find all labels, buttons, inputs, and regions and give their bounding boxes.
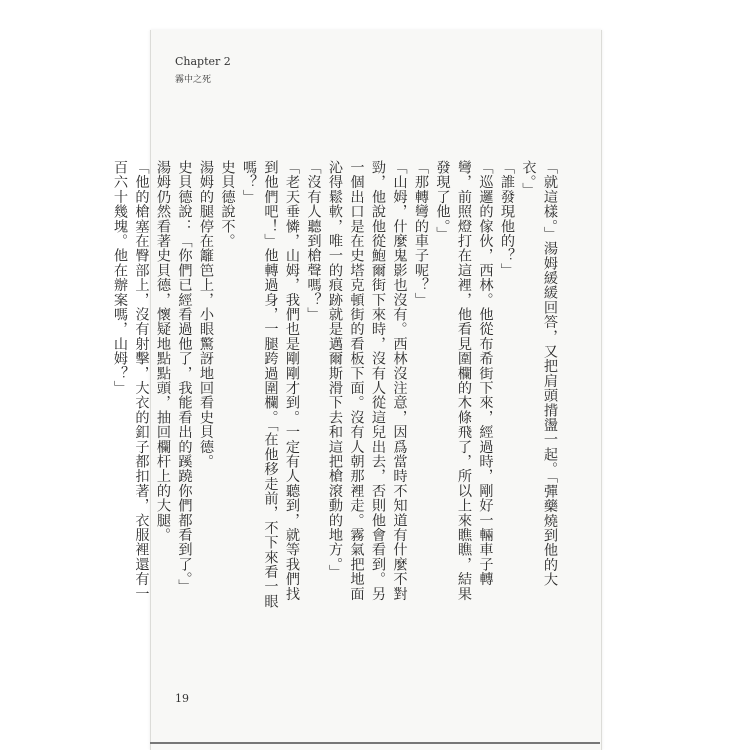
vertical-text-body bbox=[109, 160, 561, 610]
chapter-title: 霧中之死 bbox=[175, 75, 212, 85]
paragraph: 湯姆仍然看著史貝德，懷疑地點點頭，抽回欄杆上的大腿。 bbox=[155, 160, 171, 543]
chapter-label: Chapter 2 bbox=[175, 55, 231, 68]
paragraph: 「山姆，什麼鬼影也沒有。西林沒注意，因爲當時不知道有什麼不對勁，他說他從鮑爾街下來時，沒有人從這兒出去，否則他會看到。另一個出口是在史塔克頓街的看板下面。沒有人朝那裡走。霧氣把地面沁得鬆軟，唯一的痕跡就是邁爾斯滑下去和這把槍滾動的地方。」 bbox=[327, 160, 408, 601]
paragraph: 史貝德說不。 bbox=[219, 160, 236, 249]
paragraph: 「巡邏的傢伙，西林。他從布希街下來，經過時，剛好一輛車子轉彎，前照燈打在這裡，他看見圍欄的木條飛了，所以上來瞧瞧，結果發現了他。」 bbox=[434, 160, 494, 601]
page-number: 19 bbox=[175, 692, 189, 705]
paragraph: 史貝德說：「你們已經看過他了，我能看出的蹊蹺你們都看到了。」 bbox=[176, 160, 193, 594]
paragraph: 「就這樣。」湯姆緩緩回答，又把肩頭揹盪一起。「彈藥燒到他的大衣。」 bbox=[520, 160, 558, 587]
paragraph: 「他的槍塞在臀部上，沒有射擊，大衣的釦子都扣著，衣服裡還有一百六十幾塊。他在辦案嗎，山姆？」 bbox=[112, 160, 150, 601]
paragraph: 「誰發現他的？」 bbox=[499, 160, 515, 278]
page-edge-divider bbox=[150, 742, 600, 744]
paragraph: 「沒有人聽到槍聲嗎？」 bbox=[305, 160, 322, 322]
paragraph: 湯姆的腿停在籬笆上，小眼驚訝地回看史貝德。 bbox=[198, 160, 214, 469]
paragraph: 「那轉彎的車子呢？」 bbox=[413, 160, 429, 307]
paragraph: 「老天垂憐，山姆，我們也是剛剛才到。一定有人聽到，就等我們找到他們吧！」他轉過身，一腿跨過圍欄。「在他移走前，不下來看一眼嗎？」 bbox=[241, 160, 300, 609]
